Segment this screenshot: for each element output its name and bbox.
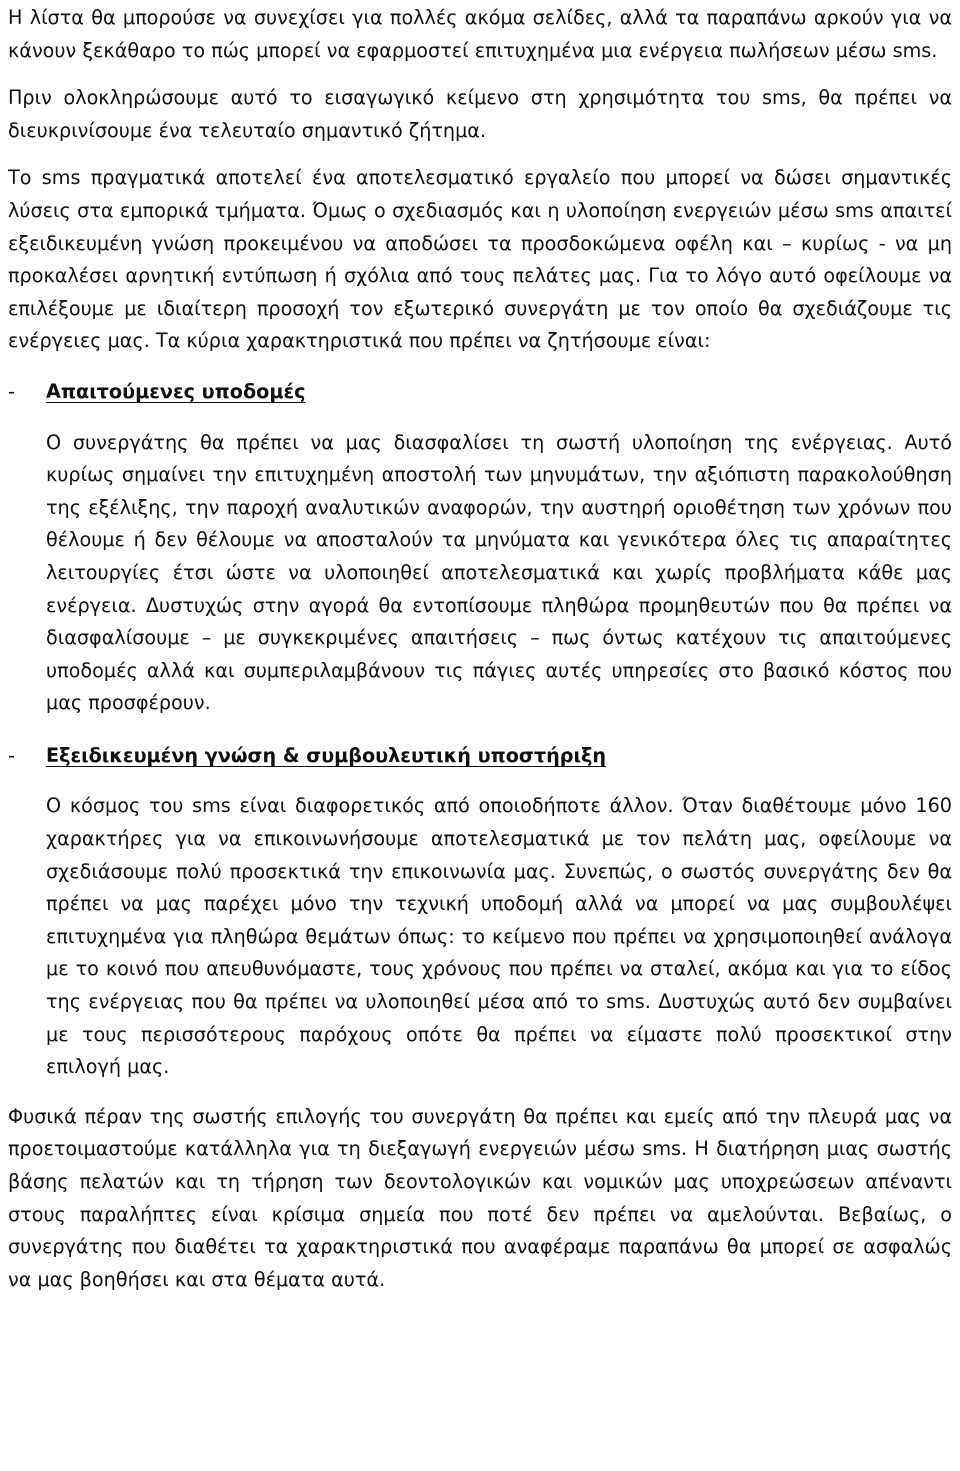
list-item: [8, 376, 952, 720]
clarification-paragraph: Πριν ολοκληρώσουμε αυτό το εισαγωγικό κείμενο στη χρησιμότητα του sms, θα πρέπει να διευκρινίσουμε ένα τελευταίο σημαντικό ζήτημα.: [8, 86, 952, 142]
sms-tool-paragraph: Το sms πραγματικά αποτελεί ένα αποτελεσματικό εργαλείο που μπορεί να δώσει σημαντικές λύσεις στα εμπορικά τμήματα. Όμως ο σχεδιασμός και η υλοποίηση ενεργειών μέσω sms απαιτεί εξειδικευμένη γνώση προκειμένου να αποδώσει τα προσδοκώμενα οφέλη και – κυρίως - να μη προκαλέσει αρνητική εντύπωση ή σχόλια από τους πελάτες μας. Για το λόγο αυτό οφείλουμε να επιλέξουμε με ιδιαίτερη προσοχή τον εξωτερικό συνεργάτη με τον οποίο θα σχεδιάζουμε τις ενέργειες μας. Τα κύρια χαρακτηριστικά που πρέπει να ζητήσουμε είναι:: [8, 166, 952, 353]
closing-paragraph: Φυσικά πέραν της σωστής επιλογής του συνεργάτη θα πρέπει και εμείς από την πλευρά μας να προετοιμαστούμε κατάλληλα για τη διεξαγωγή ενεργειών μέσω sms. Η διατήρηση μιας σωστής βάσης πελατών και τη τήρηση των δεοντολογικών και νομικών μας υποχρεώσεων απέναντι στους παραλήπτες είναι κρίσιμα σημεία που ποτέ δεν πρέπει να αμελούνται. Βεβαίως, ο συνεργάτης που διαθέτει τα χαρακτηριστικά που αναφέραμε παραπάνω θα μπορεί σε ασφαλώς να μας βοηθήσει και στα θέματα αυτά.: [8, 1104, 952, 1291]
list-item-body: Ο κόσμος του sms είναι διαφορετικός από οποιοδήποτε άλλον. Όταν διαθέτουμε μόνο 160 χαρακτήρες για να επικοινωνήσουμε αποτελεσματικά με τον πελάτη μας, οφείλουμε να σχεδιάσουμε πολύ προσεκτικά την επικοινωνία μας. Συνεπώς, ο σωστός συνεργάτης δεν θα πρέπει να μας παρέχει μόνο την τεχνική υποδομή αλλά να μπορεί να μας συμβουλέψει επιτυχημένα για πληθώρα θεμάτων όπως: το κείμενο που πρέπει να χρησιμοποιηθεί ανάλογα με το κοινό που απευθυνόμαστε, τους χρόνους που πρέπει να σταλεί, ακόμα και για το είδος της ενέργειας που θα πρέπει να υλοποιηθεί μέσα από το sms. Δυστυχώς αυτό δεν συμβαίνει με τους περισσότερους παρόχους οπότε θα πρέπει να είμαστε πολύ προσεκτικοί στην επιλογή μας.: [46, 794, 952, 1079]
list-item: [8, 740, 952, 1084]
intro-paragraph: Η λίστα θα μπορούσε να συνεχίσει για πολλές ακόμα σελίδες, αλλά τα παραπάνω αρκούν για να κάνουν ξεκάθαρο το πώς μπορεί να εφαρμοστεί επιτυχημένα μια ενέργεια πωλήσεων μέσω sms.: [8, 6, 952, 62]
list-bullet: -: [8, 379, 15, 403]
list-item-heading: Εξειδικευμένη γνώση & συμβουλευτική υποστήριξη: [46, 743, 606, 767]
list-bullet: -: [8, 743, 15, 767]
requirements-list: [8, 376, 952, 1084]
list-item-body: Ο συνεργάτης θα πρέπει να μας διασφαλίσει τη σωστή υλοποίηση της ενέργειας. Αυτό κυρίως σημαίνει την επιτυχημένη αποστολή των μηνυμάτων, την αξιόπιστη παρακολούθηση της εξέλιξης, την παροχή αναλυτικών αναφορών, την αυστηρή οριοθέτηση των χρόνων που θέλουμε ή δεν θέλουμε να αποσταλούν τα μηνύματα και γενικότερα όλες τις απαραίτητες λειτουργίες έτσι ώστε να υλοποιηθεί αποτελεσματικά και χωρίς προβλήματα κάθε μας ενέργεια. Δυστυχώς στην αγορά θα εντοπίσουμε πληθώρα προμηθευτών που θα πρέπει να διασφαλίσουμε – με συγκεκριμένες απαιτήσεις – πως όντως κατέχουν τις απαιτούμενες υποδομές αλλά και συμπεριλαμβάνουν τις πάγιες αυτές υπηρεσίες στο βασικό κόστος που μας προσφέρουν.: [46, 430, 952, 715]
list-item-heading: Απαιτούμενες υποδομές: [46, 379, 306, 403]
